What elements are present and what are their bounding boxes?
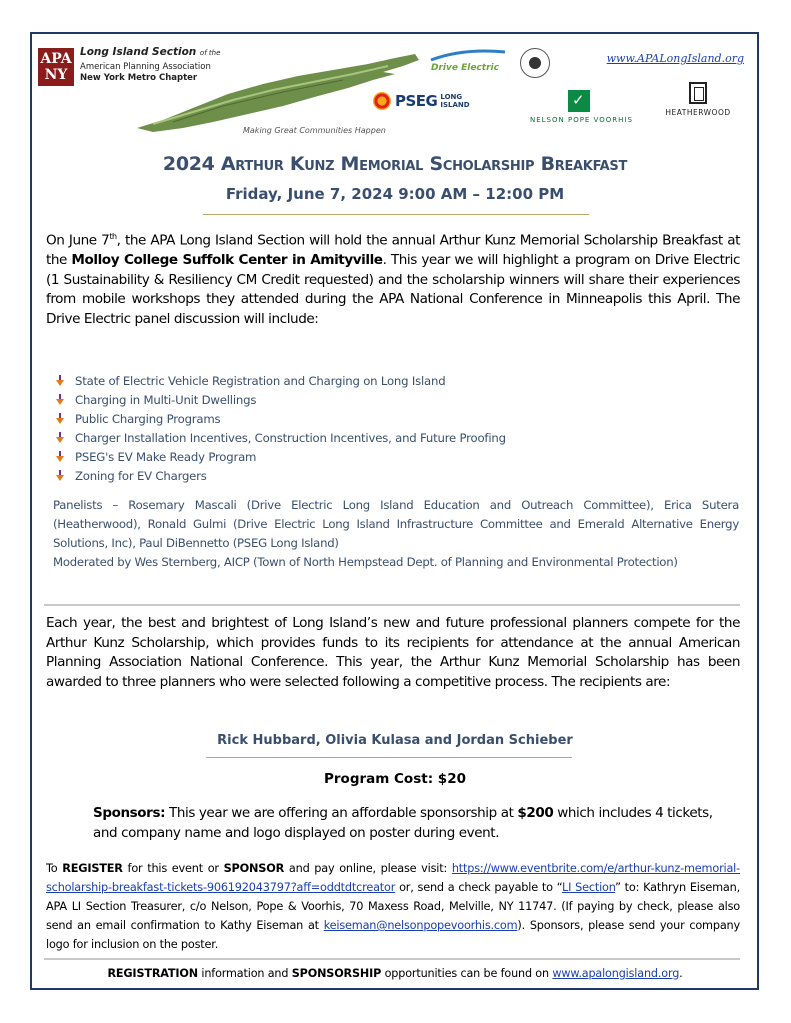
sponsors-paragraph	[93, 803, 733, 843]
eventbrite-link[interactable]: https://www.eventbrite.com/e/arthur-kunz-memorial-scholarship-breakfast-tickets-906192043797?aff=oddtdtcreator	[46, 862, 740, 894]
recipients: Rick Hubbard, Olivia Kulasa and Jordan Schieber	[217, 733, 573, 748]
footer-website-link[interactable]: www.apalongisland.org	[552, 967, 680, 980]
list-item-text: State of Electric Vehicle Registration and Charging on Long Island	[75, 374, 446, 388]
divider-middle	[44, 604, 740, 606]
footer-text-2: opportunities can be found on	[381, 967, 553, 980]
register-paragraph	[46, 859, 740, 954]
pseg-sub	[440, 93, 469, 109]
section-of-text: of the	[199, 49, 221, 57]
scholarship-paragraph: Each year, the best and brightest of Long Island’s new and future professional planners compete for the Arthur Kunz Scholarship, which provides funds to its recipients for attendance at the annual American Planning Association National Conference. This year, the Arthur Kunz Memorial Scholarship has been awarded to three planners who were selected following a competitive process. The recipients are:	[46, 615, 740, 690]
arrow-bullet-icon	[54, 375, 66, 387]
pseg-logo	[373, 90, 470, 112]
moderator-text: Moderated by Wes Sternberg, AICP (Town of North Hempstead Dept. of Planning and Environmental Protection)	[53, 555, 678, 569]
divider-top	[203, 214, 589, 215]
list-item	[54, 372, 734, 391]
pseg-sub-line2: ISLAND	[440, 101, 470, 109]
intro-text-3: . This year we will highlight a program on Drive Electric (1 Sustainability & Resiliency CM Credit requested) and the scholarship winners will share their experiences from mobile workshops they attended during the APA National Conference in Minneapolis this April. The Drive Electric panel discussion will include:	[46, 252, 740, 327]
program-cost: Program Cost: $20	[324, 771, 466, 787]
intro-paragraph	[46, 227, 740, 329]
list-item	[54, 410, 734, 429]
header	[38, 40, 752, 150]
event-date: Friday, June 7, 2024 9:00 AM – 12:00 PM	[225, 185, 565, 203]
arrow-bullet-icon	[54, 451, 66, 463]
footer-registration-word: REGISTRATION	[107, 967, 198, 980]
pseg-sun-icon	[373, 92, 391, 110]
intro-text-2: , the APA Long Island Section will hold the annual Arthur Kunz Memorial Scholarship Breakfast at the	[46, 232, 740, 269]
sponsor-word: SPONSOR	[223, 862, 285, 875]
npv-logo	[530, 90, 633, 124]
apa-website-link[interactable]: www.APALongIsland.org	[606, 52, 744, 65]
arrow-bullet-icon	[54, 394, 66, 406]
register-text-6: ). Sponsors, please send your company logo for inclusion on the poster.	[46, 919, 740, 951]
list-item-text: PSEG's EV Make Ready Program	[75, 450, 257, 464]
list-item	[54, 467, 734, 486]
sponsor-amount: $200	[517, 805, 554, 821]
heatherwood-name: HEATHERWOOD	[665, 108, 731, 117]
footer-text-1: information and	[198, 967, 292, 980]
intro-text-1: On June 7	[46, 232, 110, 249]
drive-electric-logo	[423, 48, 513, 78]
apa-ny-logo: APA NY	[38, 48, 74, 86]
npv-check-icon	[568, 90, 590, 112]
island-swoosh-icon	[423, 48, 513, 64]
pseg-sub-line1: LONG	[440, 93, 463, 101]
intro-sup: th	[109, 232, 117, 241]
list-item-text: Zoning for EV Chargers	[75, 469, 207, 483]
sponsors-text-2: which includes 4 tickets, and company name and logo displayed on poster during event.	[93, 805, 713, 841]
list-item-text: Charging in Multi-Unit Dwellings	[75, 393, 257, 407]
panelists-text: Panelists – Rosemary Mascali (Drive Electric Long Island Education and Outreach Committee), Erica Sutera (Heatherwood), Ronald Gulmi (Drive Electric Long Island Infrastructure Committee and Emerald Alternative Energy Solutions, Inc), Paul DiBennetto (PSEG Long Island)	[53, 498, 739, 550]
register-text-1: To	[46, 862, 63, 875]
usgbc-logo-icon	[520, 48, 550, 78]
panelists-block	[53, 496, 739, 572]
heatherwood-logo	[658, 82, 738, 117]
register-word: REGISTER	[62, 862, 123, 875]
arrow-bullet-icon	[54, 470, 66, 482]
payee-name: LI Section	[562, 881, 616, 894]
arrow-bullet-icon	[54, 432, 66, 444]
section-name-text: Long Island Section	[80, 46, 197, 58]
pseg-text: PSEG	[395, 92, 438, 110]
register-text-2: for this event or	[122, 862, 224, 875]
association-name: American Planning Association	[80, 62, 211, 72]
divider-bottom	[44, 958, 740, 960]
list-item	[54, 429, 734, 448]
footer-text-3: .	[679, 967, 683, 980]
drive-electric-text: Drive Electric	[431, 63, 499, 73]
topic-list	[54, 372, 734, 486]
sponsors-text-1: This year we are offering an affordable sponsorship at	[165, 805, 518, 821]
heatherwood-mark-icon	[689, 82, 707, 104]
tagline: Making Great Communities Happen	[243, 126, 386, 135]
register-text-4: or, send a check payable to “	[395, 881, 563, 894]
npv-name: NELSON POPE VOORHIS	[530, 116, 633, 124]
list-item	[54, 391, 734, 410]
list-item	[54, 448, 734, 467]
venue-name: Molloy College Suffolk Center in Amityville	[71, 252, 383, 269]
register-text-3: and pay online, please visit:	[284, 862, 452, 875]
page-title	[38, 153, 752, 175]
email-link[interactable]: keiseman@nelsonpopevoorhis.com	[323, 919, 518, 932]
list-item-text: Charger Installation Incentives, Construction Incentives, and Future Proofing	[75, 431, 506, 445]
chapter-name: New York Metro Chapter	[80, 73, 198, 83]
footer	[38, 967, 752, 980]
sponsors-label: Sponsors:	[93, 805, 166, 821]
title-text: 2024 Arthur Kunz Memorial Scholarship Breakfast	[162, 153, 628, 175]
footer-sponsorship-word: SPONSORSHIP	[291, 967, 382, 980]
register-text-5: ” to: Kathryn Eiseman, APA LI Section Treasurer, c/o Nelson, Pope & Voorhis, 70 Maxess Road, Melville, NY 11747. (If paying by check, please also send an email confirmation to Kathy Eiseman at	[46, 881, 741, 932]
divider-recipients	[206, 757, 572, 758]
list-item-text: Public Charging Programs	[75, 412, 221, 426]
arrow-bullet-icon	[54, 413, 66, 425]
